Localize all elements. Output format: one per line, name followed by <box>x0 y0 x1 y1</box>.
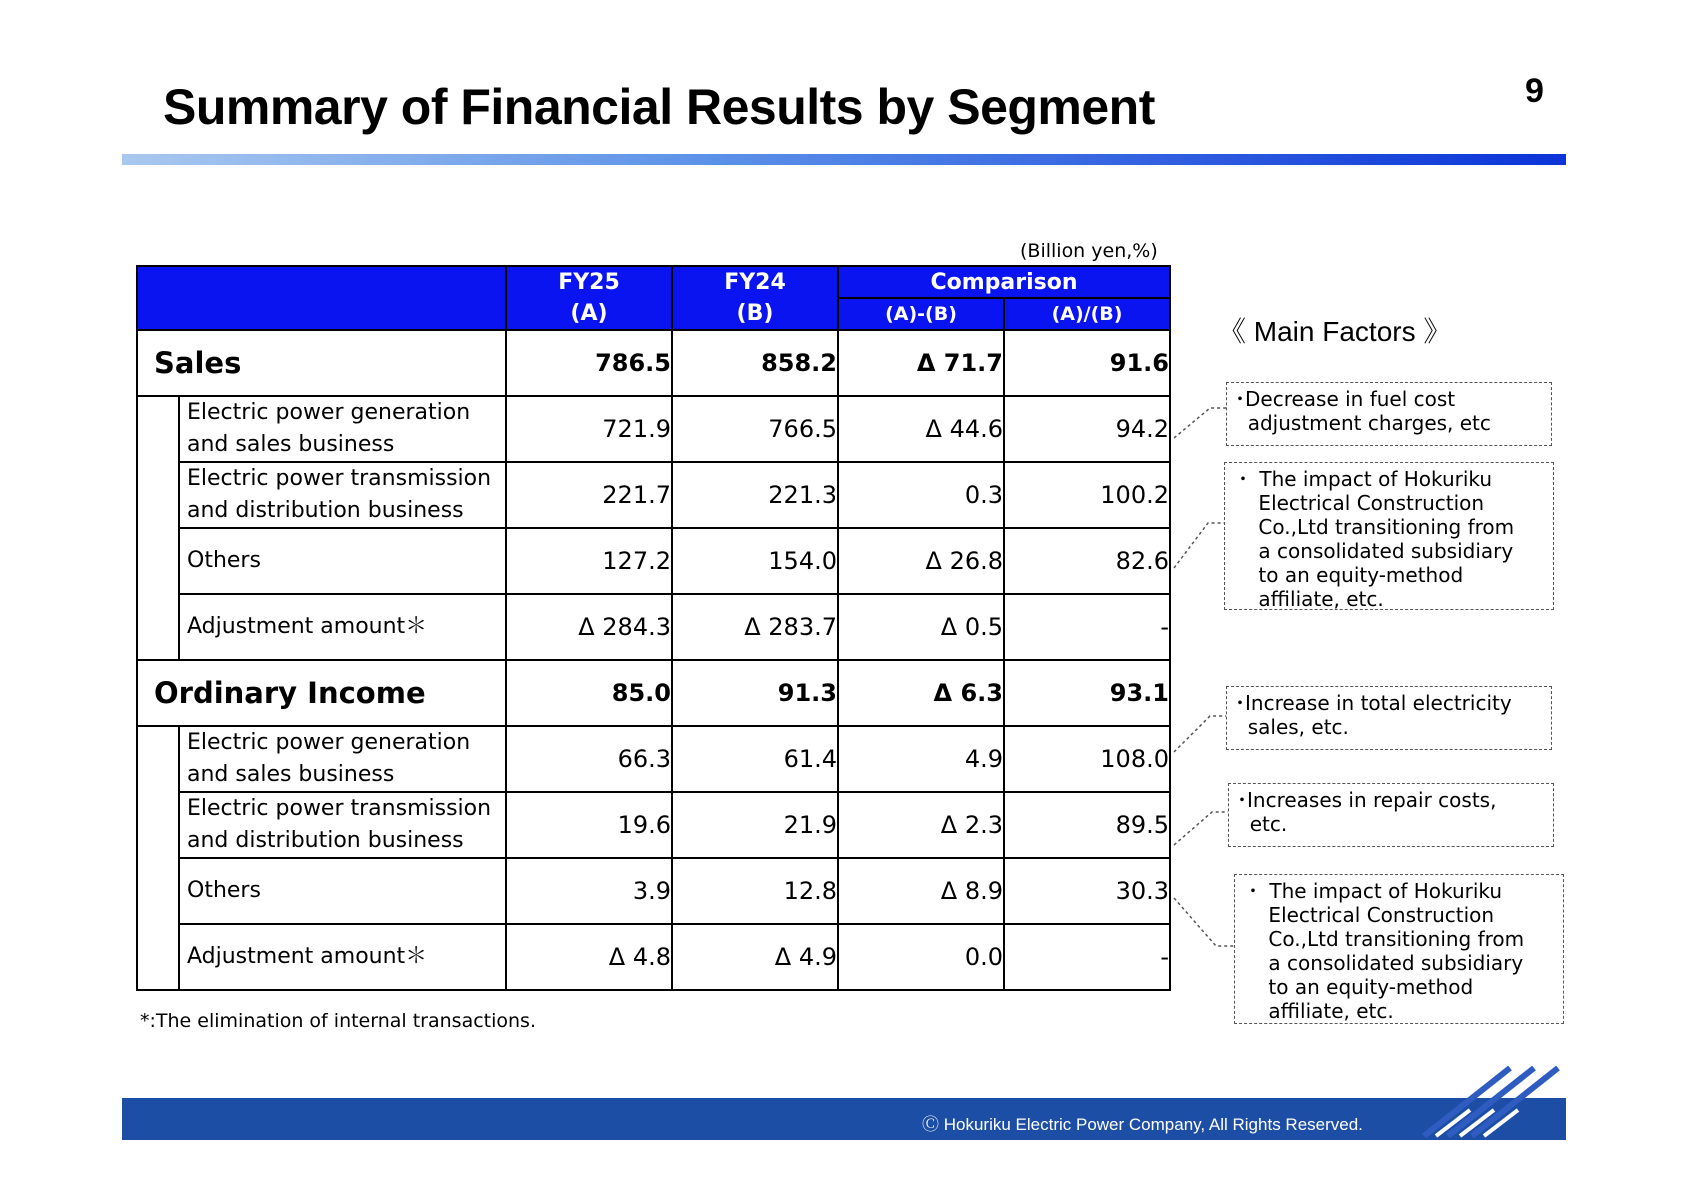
row-label: Others <box>179 528 506 594</box>
row-label: Adjustment amount＊ <box>179 924 506 990</box>
cell-diff: 4.9 <box>838 726 1004 792</box>
header-blank-cell <box>137 266 506 330</box>
cell-fy24: 61.4 <box>672 726 838 792</box>
cell-diff: Δ 6.3 <box>838 660 1004 726</box>
cell-fy25: Δ 4.8 <box>506 924 672 990</box>
row-label: Ordinary Income <box>137 660 506 726</box>
cell-fy25: 721.9 <box>506 396 672 462</box>
cell-ratio: 94.2 <box>1004 396 1170 462</box>
connector-line <box>1174 812 1228 845</box>
row-label: Electric power transmission and distribution business <box>179 462 506 528</box>
row-label: Electric power generation and sales business <box>179 396 506 462</box>
cell-fy24: Δ 4.9 <box>672 924 838 990</box>
page-title: Summary of Financial Results by Segment <box>163 79 1155 135</box>
main-factors-title: 《 Main Factors 》 <box>1218 316 1452 347</box>
cell-fy25: 786.5 <box>506 330 672 396</box>
cell-fy25: 19.6 <box>506 792 672 858</box>
connector-line <box>1174 716 1226 752</box>
cell-diff: Δ 71.7 <box>838 330 1004 396</box>
cell-ratio: 30.3 <box>1004 858 1170 924</box>
factor-box: ・ The impact of Hokuriku Electrical Construction Co.,Ltd transitioning from a consolidated subsidiary to an equity-method affiliate, etc. <box>1224 462 1554 610</box>
table-row-ordinary-income <box>137 660 1170 726</box>
cell-fy24: 154.0 <box>672 528 838 594</box>
cell-ratio: 93.1 <box>1004 660 1170 726</box>
cell-diff: Δ 26.8 <box>838 528 1004 594</box>
title-underline-bar <box>122 154 1566 165</box>
page-number: 9 <box>1525 72 1544 110</box>
factor-box: ･Decrease in fuel cost adjustment charges, etc <box>1226 382 1552 446</box>
header-ratio: (A)/(B) <box>1004 298 1170 330</box>
cell-ratio: 108.0 <box>1004 726 1170 792</box>
table-row <box>137 924 1170 990</box>
cell-fy25: 221.7 <box>506 462 672 528</box>
financial-results-table <box>136 265 1171 991</box>
cell-ratio: 89.5 <box>1004 792 1170 858</box>
unit-label: (Billion yen,%) <box>1020 240 1158 262</box>
cell-diff: 0.3 <box>838 462 1004 528</box>
cell-fy24: 221.3 <box>672 462 838 528</box>
table-row <box>137 396 1170 462</box>
cell-fy25: 127.2 <box>506 528 672 594</box>
cell-fy24: 21.9 <box>672 792 838 858</box>
cell-fy24: Δ 283.7 <box>672 594 838 660</box>
cell-fy24: 766.5 <box>672 396 838 462</box>
cell-diff: 0.0 <box>838 924 1004 990</box>
row-label: Adjustment amount＊ <box>179 594 506 660</box>
header-fy25-sub: (A) <box>506 298 672 330</box>
cell-diff: Δ 8.9 <box>838 858 1004 924</box>
table-row <box>137 726 1170 792</box>
row-label: Others <box>179 858 506 924</box>
cell-ratio: - <box>1004 924 1170 990</box>
cell-fy25: 85.0 <box>506 660 672 726</box>
row-label: Sales <box>137 330 506 396</box>
cell-ratio: 100.2 <box>1004 462 1170 528</box>
connector-line <box>1174 523 1224 568</box>
table-row <box>137 594 1170 660</box>
copyright-text: Ⓒ Hokuriku Electric Power Company, All Rights Reserved. <box>922 1115 1363 1134</box>
cell-ratio: 91.6 <box>1004 330 1170 396</box>
cell-diff: Δ 0.5 <box>838 594 1004 660</box>
indent-cell <box>137 726 179 990</box>
stripe-logo-icon <box>1410 1058 1570 1138</box>
cell-diff: Δ 2.3 <box>838 792 1004 858</box>
header-fy24-sub: (B) <box>672 298 838 330</box>
table-row <box>137 528 1170 594</box>
header-diff: (A)-(B) <box>838 298 1004 330</box>
table-row <box>137 858 1170 924</box>
factor-box: ･Increase in total electricity sales, etc. <box>1226 686 1552 750</box>
row-label: Electric power generation and sales business <box>179 726 506 792</box>
header-comparison: Comparison <box>838 266 1170 298</box>
table-row-sales <box>137 330 1170 396</box>
cell-fy25: 66.3 <box>506 726 672 792</box>
indent-cell <box>137 396 179 660</box>
table-row <box>137 462 1170 528</box>
factor-box: ・ The impact of Hokuriku Electrical Construction Co.,Ltd transitioning from a consolidated subsidiary to an equity-method affiliate, etc. <box>1234 874 1564 1024</box>
cell-ratio: - <box>1004 594 1170 660</box>
factor-box: ･Increases in repair costs, etc. <box>1228 783 1554 847</box>
connector-line <box>1174 898 1234 946</box>
row-label: Electric power transmission and distribution business <box>179 792 506 858</box>
header-fy25: FY25 <box>506 266 672 298</box>
cell-fy25: 3.9 <box>506 858 672 924</box>
cell-fy24: 858.2 <box>672 330 838 396</box>
cell-fy25: Δ 284.3 <box>506 594 672 660</box>
cell-diff: Δ 44.6 <box>838 396 1004 462</box>
header-fy24: FY24 <box>672 266 838 298</box>
cell-ratio: 82.6 <box>1004 528 1170 594</box>
table-row <box>137 792 1170 858</box>
footnote: *:The elimination of internal transactions. <box>140 1010 536 1032</box>
cell-fy24: 91.3 <box>672 660 838 726</box>
connector-line <box>1174 408 1226 438</box>
cell-fy24: 12.8 <box>672 858 838 924</box>
